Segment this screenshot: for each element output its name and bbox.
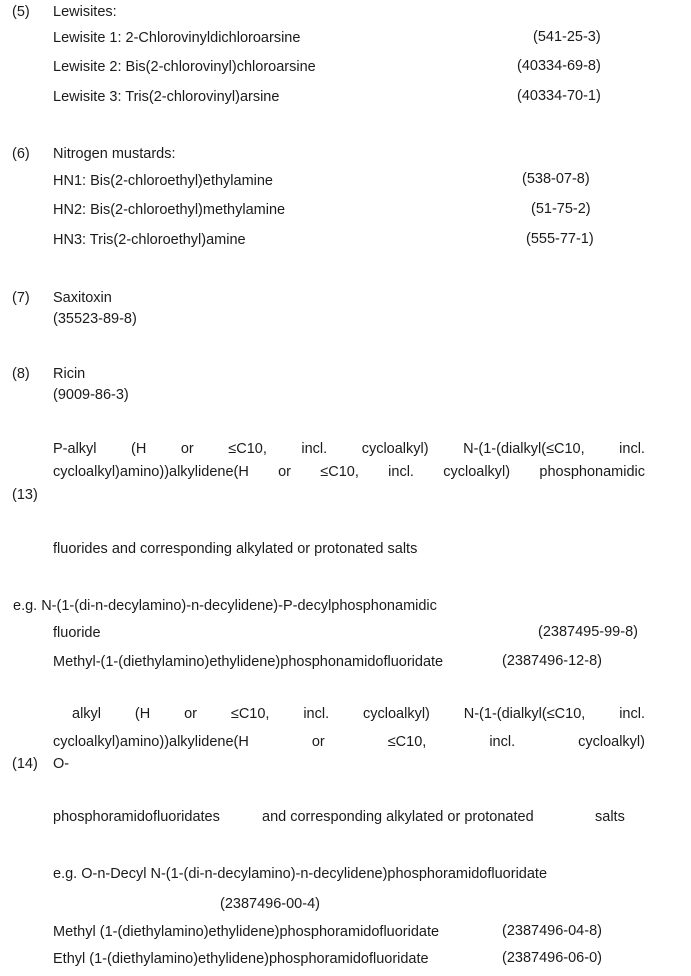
- hn2-name: HN2: Bis(2-chloroethyl)methylamine: [53, 202, 286, 218]
- word: or: [278, 464, 291, 480]
- word: cycloalkyl): [361, 441, 429, 457]
- section-14-line-3c: salts: [595, 809, 625, 825]
- section-13-line-2: [53, 465, 645, 480]
- word: incl.: [619, 706, 645, 722]
- word: phosphonamidic: [539, 464, 645, 480]
- word: N-(1-(dialkyl(≤C10,: [463, 706, 586, 722]
- section-7-cas: (35523-89-8): [53, 311, 137, 327]
- section-13-example-1-name: fluoride: [53, 625, 101, 641]
- hn1-cas: (538-07-8): [522, 171, 590, 187]
- section-13-example-line: e.g. N-(1-(di-n-decylamino)-n-decylidene)-P-decylphosphonamidic: [13, 598, 437, 614]
- word: cycloalkyl)amino))alkylidene(H: [53, 464, 249, 480]
- section-14-example-3-name: Ethyl (1-(diethylamino)ethylidene)phosphoramidofluoridate: [53, 951, 429, 967]
- section-7-heading: Saxitoxin: [53, 290, 112, 306]
- hn3-name: HN3: Tris(2-chloroethyl)amine: [53, 232, 246, 248]
- hn2-cas: (51-75-2): [531, 201, 591, 217]
- word: ≤C10,: [387, 734, 427, 750]
- word: cycloalkyl): [443, 464, 511, 480]
- word: cycloalkyl)amino))alkylidene(H: [53, 734, 249, 750]
- section-14-example-3-cas: (2387496-06-0): [502, 950, 602, 966]
- section-14-example-line: e.g. O-n-Decyl N-(1-(di-n-decylamino)-n-decylidene)phosphoramidofluoridate: [53, 866, 548, 882]
- section-14-line-3b: and corresponding alkylated or protonated: [262, 809, 534, 825]
- lewisite-3-cas: (40334-70-1): [517, 88, 601, 104]
- section-13-example-2-name: Methyl-(1-(diethylamino)ethylidene)phosphonamidofluoridate: [53, 654, 444, 670]
- word: incl.: [301, 441, 328, 457]
- word: or: [184, 706, 197, 722]
- section-5-heading: Lewisites:: [53, 4, 117, 20]
- word: incl.: [303, 706, 330, 722]
- word: incl.: [388, 464, 414, 480]
- section-6-number: (6): [12, 146, 30, 162]
- word: incl.: [489, 734, 516, 750]
- section-14-line-2: [53, 735, 645, 750]
- word: (H: [134, 706, 151, 722]
- section-14-example-1-cas: (2387496-00-4): [220, 896, 320, 912]
- section-8-heading: Ricin: [53, 366, 86, 382]
- section-13-line-1: [53, 442, 645, 457]
- lewisite-3-name: Lewisite 3: Tris(2-chlorovinyl)arsine: [53, 89, 280, 105]
- section-13-number: (13): [12, 487, 38, 503]
- section-7-number: (7): [12, 290, 30, 306]
- section-6-heading: Nitrogen mustards:: [53, 146, 176, 162]
- word: P-alkyl: [53, 441, 97, 457]
- section-13-example-1-cas: (2387495-99-8): [538, 624, 638, 640]
- section-14-prefix: O-: [53, 756, 70, 772]
- section-14-line-3a: phosphoramidofluoridates: [53, 809, 220, 825]
- word: ≤C10,: [320, 464, 359, 480]
- lewisite-1-cas: (541-25-3): [533, 29, 601, 45]
- section-5-number: (5): [12, 4, 30, 20]
- word: ≤C10,: [230, 706, 270, 722]
- word: ≤C10,: [228, 441, 267, 457]
- word: alkyl: [72, 706, 102, 722]
- word: N-(1-(dialkyl(≤C10,: [463, 441, 585, 457]
- word: cycloalkyl): [363, 706, 430, 722]
- section-13-example-2-cas: (2387496-12-8): [502, 653, 602, 669]
- section-14-example-2-name: Methyl (1-(diethylamino)ethylidene)phosphoramidofluoridate: [53, 924, 440, 940]
- section-14-line-1: [72, 707, 645, 722]
- word: (H: [131, 441, 147, 457]
- hn3-cas: (555-77-1): [526, 231, 594, 247]
- section-14-example-2-cas: (2387496-04-8): [502, 923, 602, 939]
- lewisite-1-name: Lewisite 1: 2-Chlorovinyldichloroarsine: [53, 30, 301, 46]
- section-14-number: (14): [12, 756, 38, 772]
- word: incl.: [619, 441, 645, 457]
- word: or: [180, 441, 194, 457]
- word: cycloalkyl): [578, 734, 645, 750]
- lewisite-2-name: Lewisite 2: Bis(2-chlorovinyl)chloroarsine: [53, 59, 316, 75]
- section-13-line-3: fluorides and corresponding alkylated or protonated salts: [53, 541, 418, 557]
- section-8-cas: (9009-86-3): [53, 387, 129, 403]
- lewisite-2-cas: (40334-69-8): [517, 58, 601, 74]
- section-8-number: (8): [12, 366, 30, 382]
- word: or: [311, 734, 325, 750]
- hn1-name: HN1: Bis(2-chloroethyl)ethylamine: [53, 173, 273, 189]
